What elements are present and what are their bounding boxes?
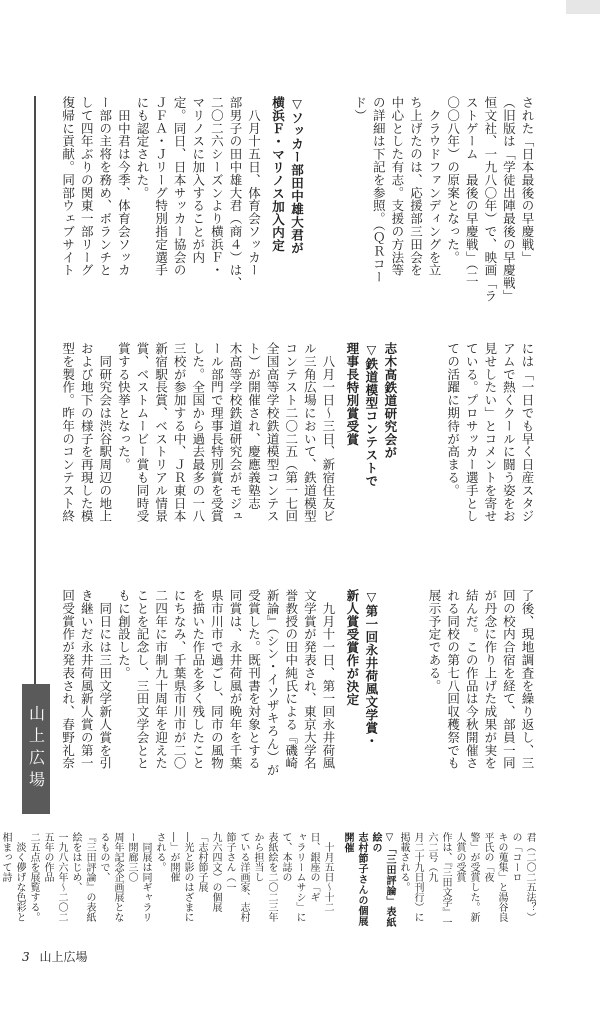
article-heading [340,832,396,928]
article-body: された「日本最後の早慶戦」 （旧版は「学徒出陣最後の早慶戦」 恒文社、一九八〇年）で、映画「ラ ストゲーム 最後の早慶戦」（二 〇〇八年）の原案となった。 クラウドファンディングを立 ち上げたのは、応援部三田会を 中心とした有志。支援の方法等 の詳細は下記を参照。（ＱＲコー ド） [352,96,535,303]
tier-1 [58,96,536,324]
section-sidebar [22,96,50,820]
heading-line: ▽第一回永井荷風文学賞・ [363,589,379,748]
article-soccer-continued [443,342,536,570]
heading-line: 横浜Ｆ・マリノス加入内定 [270,96,286,252]
page-corner-tab [566,0,600,14]
tier-3 [58,589,536,817]
article-railway-continued [424,589,536,817]
tier-4 [0,832,536,928]
triangle-marker-icon: ▽ [384,832,395,844]
footer-label: 山上広場 [39,950,88,964]
article-heading [343,589,381,817]
article-body: 君（二〇二五法？）の「コーロ キの蒐集」と湯谷良平氏の「夜 警」が受賞した。新人賞の受賞 作は、『三田文学』一六二号（九 月二十九日刊行）に掲載される。 [398,832,535,927]
article-body: 十月五日〜十二日、銀座の「ギ ャラリームサシ」にて、本誌の 表紙絵を二〇二三年から担当し ている洋画家、志村節子さん（一 九六四文）の個展「志村節子展 ―光と影のはざまに―」が開催 される。 同展は同ギャラリー開廊三〇 周年記念企画展となるもので、 『三田評論』の表紙絵をはじめ、 一九八六年〜二〇二五年の作品 二五点を展覧する。 淡く儚げな色彩と相まって詩 [0,832,333,922]
heading-line: 志村節子さんの個展開催 [342,832,367,927]
article-shimura-exhibition [0,832,396,928]
article-soccer [58,96,307,324]
page-number: 3 [22,950,30,964]
article-body: には「一日でも早く日産スタジ アムで熱くクールに闘う姿をお 見せしたい」とコメントを寄せ ている。プロサッカー選手とし ての活躍に期待が高まる。 [445,342,535,523]
article-kaisetsu-continued [350,96,536,324]
triangle-marker-icon: ▽ [363,589,379,605]
heading-line: 理事長特別賞受賞 [344,342,360,446]
article-heading [269,96,307,324]
heading-line: ▽「三田評論」表紙絵の [370,832,395,928]
heading-line: 新人賞受賞作が決定 [344,589,360,706]
article-railway-club [58,342,400,570]
heading-line: ▽ソッカー部田中雄大君が [289,96,305,255]
tier-2 [58,342,536,570]
article-body: 了後、現地調査を繰り返し、三 回の校内合宿を経て、部員一同 が丹念に作り上げた成果が実を 結んだ。この作品は今秋開催さ れる同校の第七八回収穫祭でも 展示予定である。 [427,589,535,770]
page-footer [22,948,87,965]
article-kafu-prize [58,589,381,817]
article-heading [343,342,400,570]
heading-line: 志木高鉄道研究会が [382,342,398,459]
article-body: 九月十一日、第一回永井荷風 文学賞が発表され、東京大学名 誉教授の田中純氏による『磯崎 新論』（シン・イソザキろん）が 受賞した。既刊書を対象とする 同賞は、永井荷風が晩年を千葉 県市川市で過ごし、同市の風物 を描いた作品を多く残したこと にちなみ、千葉県市川市が二〇 二四年に市制九十周年を迎えた ことを記念し、三田文学会とと もに創設した。 同日には三田文学新人賞を引 き継いだ永井荷風新人賞の第一 回受賞作が発表され、春野礼奈 [60,589,336,777]
article-body: 八月十五日、体育会ソッカー 部男子の田中雄大君（商４）は、 二〇二六シーズンより横浜Ｆ・ マリノスに加入することが内 定。同日、日本サッカー協会の ＪＦＡ・Ｊリーグ特別指定選手 にも認定された。 田中君は今季、体育会ソッカ ー部の主将を務め、ボランチと して四年ぶりの関東一部リーグ 復帰に貢献。同部ウェブサイト [60,96,262,290]
heading-line: ▽鉄道模型コンテストで [363,342,379,488]
article-body: 八月一日〜三日、新宿住友ビ ル三角広場において、鉄道模型 コンテスト二〇二五（第一七回 全国高等学校鉄道模型コンテス ト）が開催され、慶應義塾志 木高等学校鉄道研究会がモジュ ール部門で理事長特別賞を受賞 した。全国から過去最多の一八 三校が参加する中、ＪＲ東日本 新宿駅長賞、ベストリアル情景 賞、ベストムービー賞も同時受 賞する快挙となった。 同研究会は渋谷駅周辺の地上 および地下の様子を再現した模 型を製作。昨年のコンテスト終 [60,342,336,523]
triangle-marker-icon: ▽ [289,96,305,112]
section-title: 山上広場 [22,684,50,814]
triangle-marker-icon: ▽ [363,342,379,358]
article-kafu-prize-continued [396,832,536,928]
